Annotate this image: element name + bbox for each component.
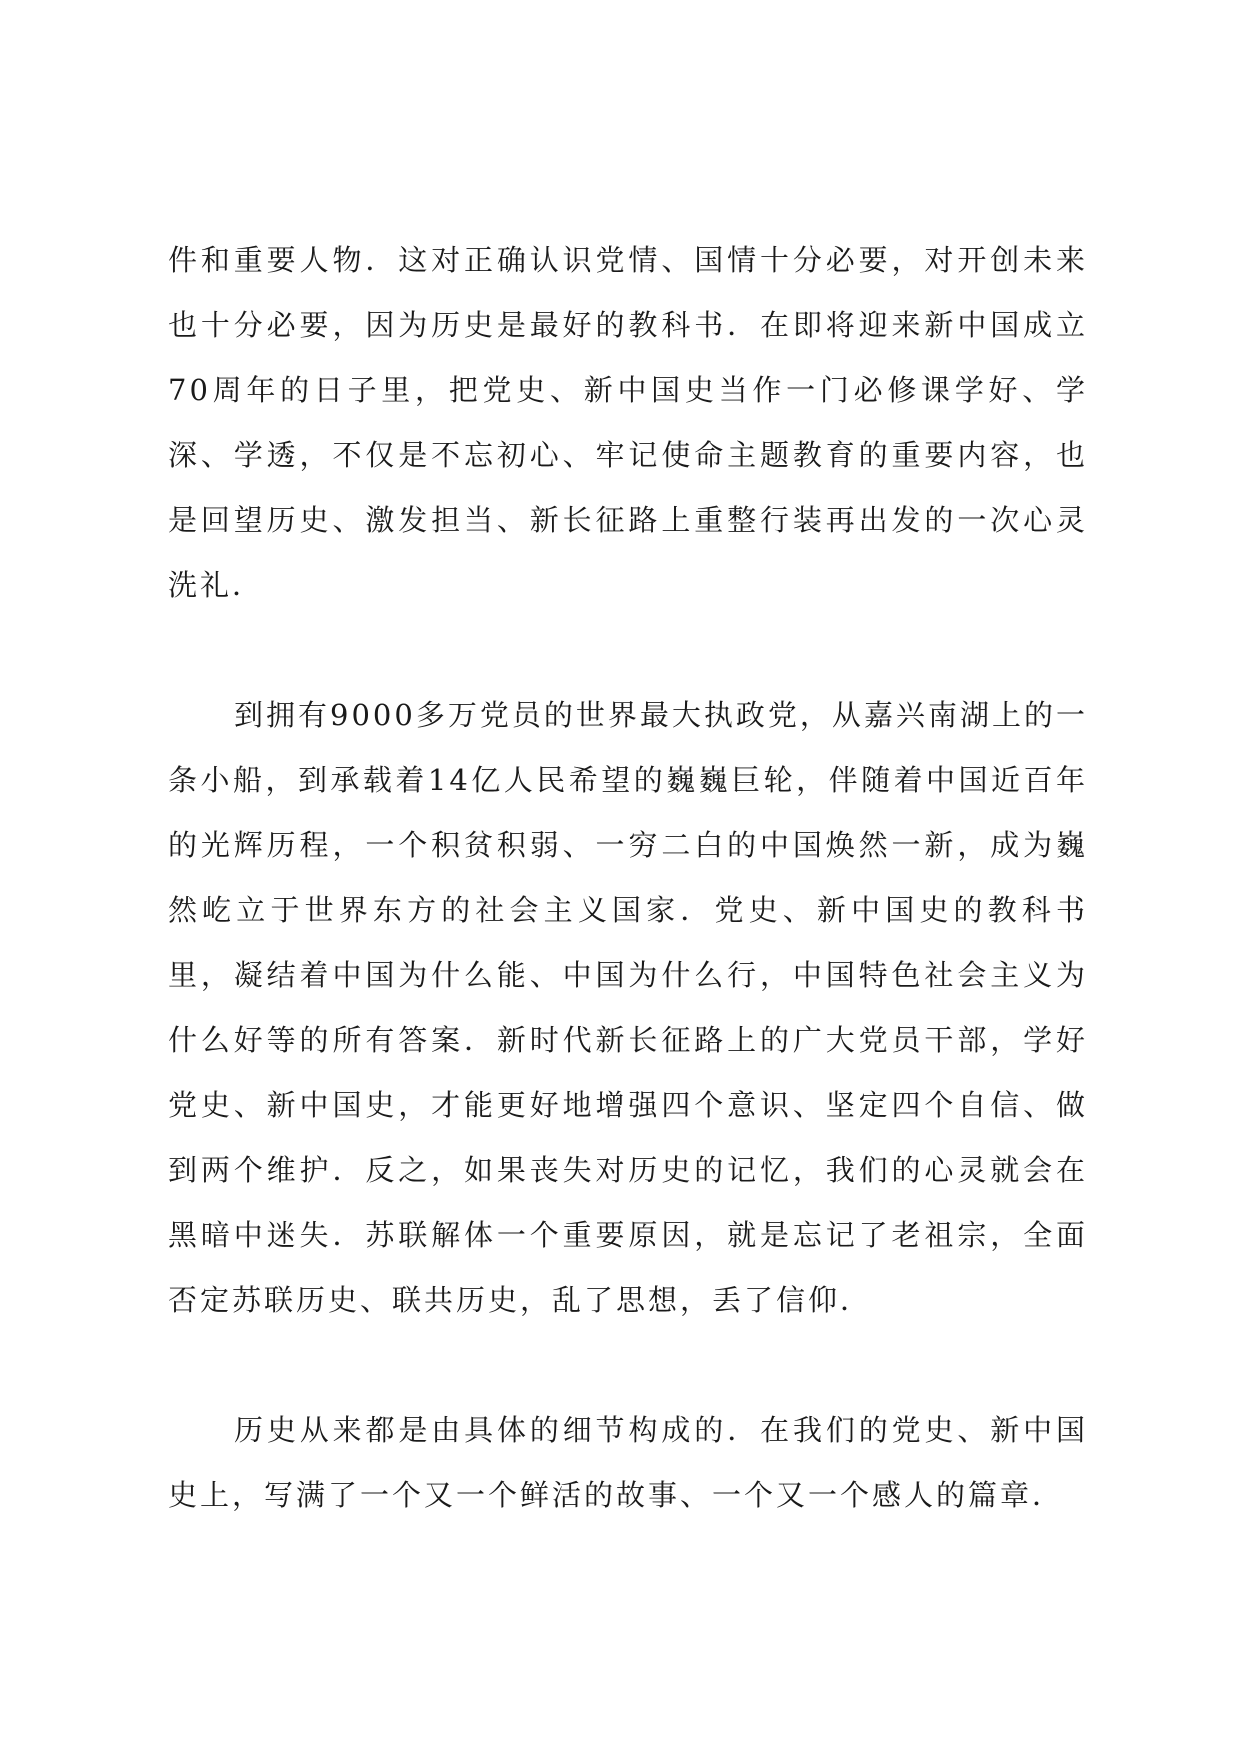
- paragraph-2: 到拥有9000多万党员的世界最大执政党，从嘉兴南湖上的一条小船，到承载着14亿人民希望的巍巍巨轮，伴随着中国近百年的光辉历程，一个积贫积弱、一穷二白的中国焕然一新，成为巍然屹立于世界东方的社会主义国家．党史、新中国史的教科书里，凝结着中国为什么能、中国为什么行，中国特色社会主义为什么好等的所有答案．新时代新长征路上的广大党员干部，学好党史、新中国史，才能更好地增强四个意识、坚定四个自信、做到两个维护．反之，如果丧失对历史的记忆，我们的心灵就会在黑暗中迷失．苏联解体一个重要原因，就是忘记了老祖宗，全面否定苏联历史、联共历史，乱了思想，丢了信仰．: [168, 698, 1088, 1317]
- paragraph-spacer: [168, 1333, 1088, 1398]
- paragraph-3: 历史从来都是由具体的细节构成的．在我们的党史、新中国史上，写满了一个又一个鲜活的故事、一个又一个感人的篇章．: [168, 1413, 1088, 1512]
- paragraph-1: 件和重要人物．这对正确认识党情、国情十分必要，对开创未来也十分必要，因为历史是最好的教科书．在即将迎来新中国成立70周年的日子里，把党史、新中国史当作一门必修课学好、学深、学透，不仅是不忘初心、牢记使命主题教育的重要内容，也是回望历史、激发担当、新长征路上重整行装再出发的一次心灵洗礼．: [168, 243, 1088, 602]
- document-body: [168, 228, 1088, 1528]
- paragraph-spacer: [168, 618, 1088, 683]
